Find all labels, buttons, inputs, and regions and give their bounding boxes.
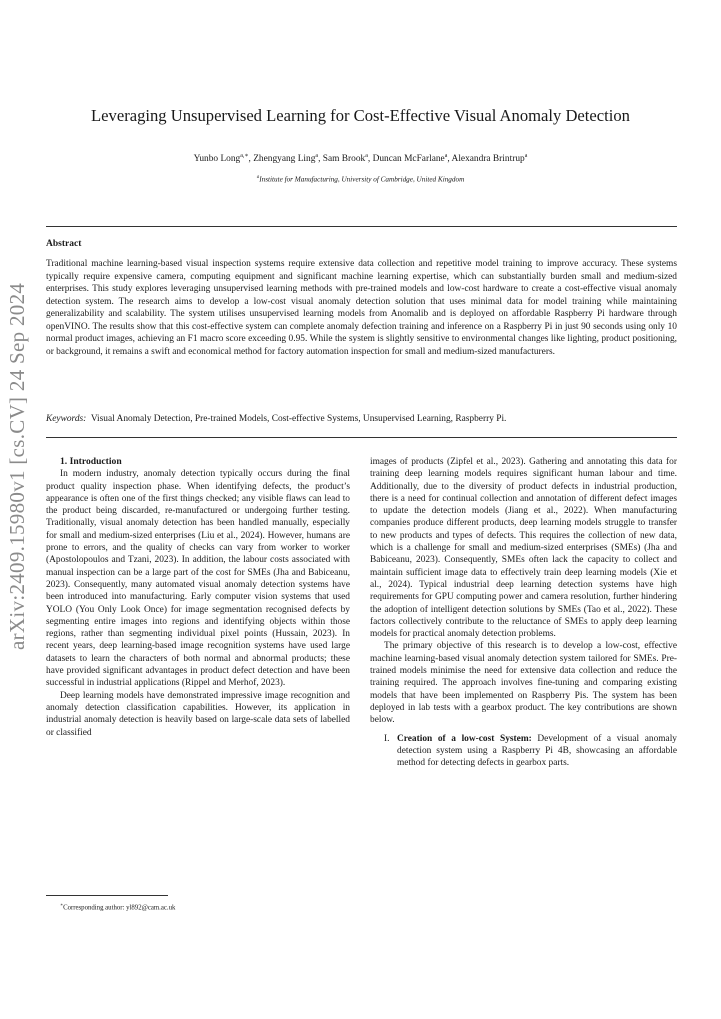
abstract-bottom-rule <box>46 437 677 438</box>
section-heading: 1. Introduction <box>60 456 122 467</box>
arxiv-identifier: arXiv:2409.15980v1 [cs.CV] 24 Sep 2024 <box>5 282 29 650</box>
body-paragraph: The primary objective of this research is to develop a low-cost, effective machine learning-based visual anomaly detection system tailored for SMEs. Pre-trained models minimise the need for extensive data collection and reduce the training required. The approach involves fine-tuning and comparing existing models that have been implemented on Raspberry Pis. The system has been deployed in lab tests with a gearbox product. The key contributions are shown below. <box>370 641 677 726</box>
left-column <box>46 456 350 739</box>
contribution-text: Development of a visual anomaly detection system using a Raspberry Pi 4B, showcasing an affordable method for detecting defects in gearbox parts. <box>397 733 677 769</box>
author: Sam Brook$^a$ <box>322 153 368 165</box>
contributions-list <box>370 733 677 770</box>
body-paragraph: In modern industry, anomaly detection typically occurs during the final product quality inspection phase. When identifying defects, the product’s appearance is often one of the first things checked; any visible flaws can lead to the product being discarded, re-manufactured or undergoing further testing. Traditionally, visual anomaly detection has been handled manually, especially for small and medium-sized enterprises (Liu et al., 2024). However, humans are prone to errors, and the quality of checks can vary from worker to worker (Apostolopoulos and Tzani, 2023). In addition, the labour costs associated with manual inspection can be a large part of the cost for SMEs (Jha and Babiceanu, 2023). Consequently, many automated visual anomaly detection systems have been introduced into manufacturing. Early computer vision systems that used YOLO (You Only Look Once) for image segmentation recognised defects by segmenting entire images into regions and identifying objects within those regions, rather than segmenting individual pixel points (Hussain, 2023). In recent years, deep learning-based image recognition systems have used large datasets to learn the characters of both normal and abnormal products; these have provided significant advantages in product defect detection and have been successful in industrial applications (Rippel and Merhof, 2023). <box>46 469 350 689</box>
author-list: Yunbo Long$^{a,∗}$, Zhengyang Ling$^a$, Sam Brook$^a$, Duncan McFarlane$^a$, Alexandra Brintrup$^a$ <box>193 153 528 165</box>
body-paragraph: images of products (Zipfel et al., 2023). Gathering and annotating this data for training deep learning models requires significant human labour and time. Additionally, due to the diversity of product defects in industrial production, there is a need for continual collection and annotation of different defect images to update the detection models (Jiang et al., 2022). When manufacturing companies produce different products, deep learning models struggle to transfer to new products and types of defects. This requires the collection of new data, which is a challenge for small and medium-sized enterprises (SMEs) (Jha and Babiceanu, 2023). Consequently, SMEs often lack the capacity to collect and maintain sufficient image data to effectively train deep learning models (Xie et al., 2024). Typical industrial deep learning detection systems have high requirements for GPU computing power and camera resolution, further hindering the adoption of intelligent detection solutions by SMEs (Tao et al., 2022). These factors collectively contribute to the reluctance of SMEs to apply deep learning models for practical anomaly detection problems. <box>370 457 677 640</box>
contribution-number: I. <box>384 733 390 744</box>
body-paragraph: Deep learning models have demonstrated impressive image recognition and anomaly detection classification capabilities. However, its application in industrial anomaly detection is heavily based on large-scale data sets of labelled or classified <box>46 690 350 738</box>
author: Zhengyang Ling$^a$ <box>253 153 319 165</box>
footnote: ∗Corresponding author: yl892@cam.ac.uk <box>60 902 176 912</box>
keywords <box>46 413 677 425</box>
contribution-title: Creation of a low-cost System: <box>397 733 532 744</box>
contribution-item <box>370 733 677 770</box>
abstract-heading: Abstract <box>46 239 82 249</box>
author: Alexandra Brintrup$^a$ <box>451 153 528 165</box>
footnote-rule <box>46 895 168 896</box>
keywords-text: Visual Anomaly Detection, Pre-trained Models, Cost-effective Systems, Unsupervised Learning, Raspberry Pi. <box>90 414 507 424</box>
keywords-label: Keywords: <box>46 414 87 424</box>
abstract-top-rule <box>46 226 677 227</box>
abstract-text: Traditional machine learning-based visual inspection systems require extensive data collection and repetitive model training to improve accuracy. These systems typically require expensive camera, computing equipment and significant machine learning expertise, which can substantially burden small and medium-sized enterprises. This study explores leveraging unsupervised learning methods with pre-trained models and low-cost hardware to create a cost-effective visual anomaly detection system. The research aims to develop a low-cost visual anomaly detection solution that uses minimal data for model training while maintaining generalizability and scalability. The system utilises unsupervised learning models from Anomalib and is deployed on affordable Raspberry Pi hardware through openVINO. The results show that this cost-effective system can complete anomaly defection training and inference on a Raspberry Pi in just 90 seconds using only 10 normal product images, achieving an F1 macro score exceeding 0.95. While the system is slightly sensitive to environmental changes like lighting, product positioning, or background, it remains a swift and economical method for factory automation inspection for small and medium-sized manufacturers. <box>46 259 677 357</box>
arxiv-side-stamp <box>5 282 29 674</box>
affiliation: $^a$Institute for Manufacturing, University of Cambridge, United Kingdom <box>256 175 465 184</box>
author: Duncan McFarlane$^a$ <box>372 153 448 165</box>
paper-title: Leveraging Unsupervised Learning for Cost-Effective Visual Anomaly Detection <box>91 106 630 125</box>
footnote-text: Corresponding author: yl892@cam.ac.uk <box>63 904 176 912</box>
right-column <box>370 456 677 769</box>
author: Yunbo Long$^{a,∗}$ <box>193 153 249 165</box>
